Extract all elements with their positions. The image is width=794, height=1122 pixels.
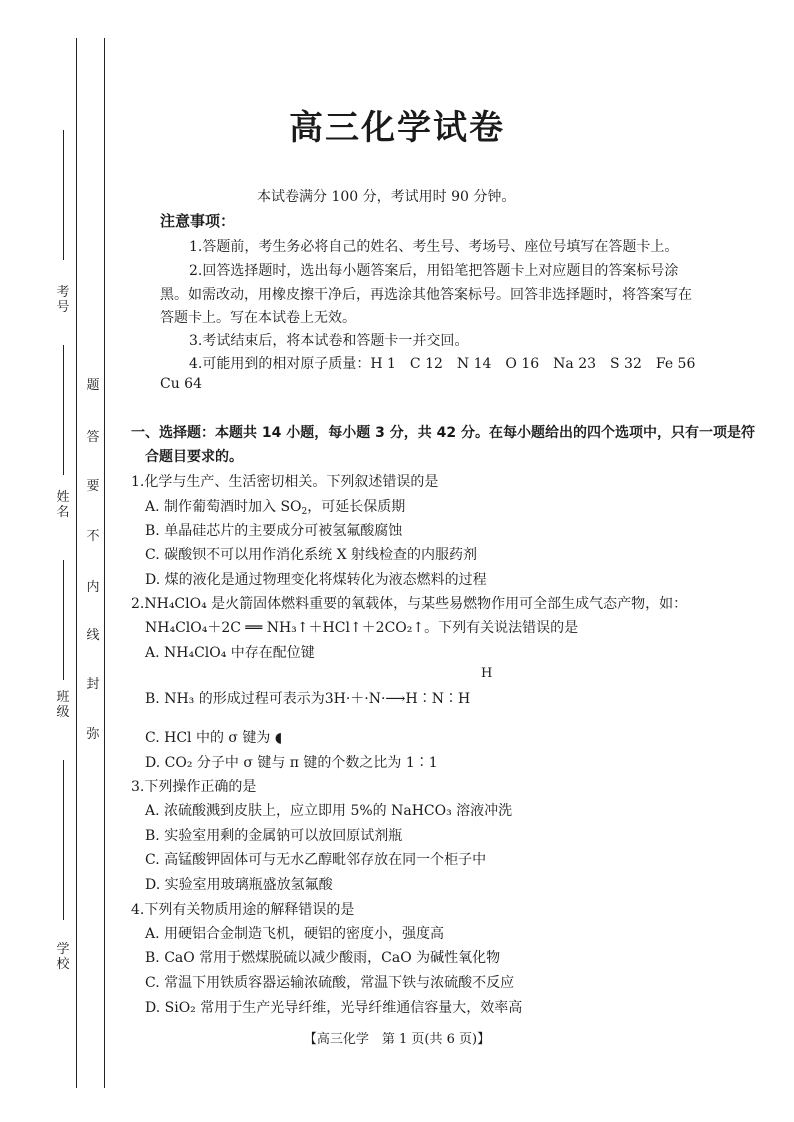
q3-option-c: C. 高锰酸钾固体可与无水乙醇毗邻存放在同一个柜子中	[145, 852, 487, 868]
seal-char: 答	[86, 430, 100, 445]
q1-a-post: ，可延长保质期	[307, 499, 406, 515]
binding-line-outer	[76, 38, 77, 1088]
q2-option-a: A. NH₄ClO₄ 中存在配位键	[145, 645, 315, 661]
exam-info: 本试卷满分 100 分，考试用时 90 分钟。	[257, 189, 516, 205]
q4-option-c: C. 常温下用铁质容器运输浓硫酸，常温下铁与浓硫酸不反应	[145, 975, 515, 991]
section-heading-b: 合题目要求的。	[145, 449, 243, 465]
q4-option-b: B. CaO 常用于燃煤脱硫以减少酸雨，CaO 为碱性氧化物	[145, 950, 501, 966]
q1-option-a	[145, 496, 405, 517]
q1-a-pre: A. 制作葡萄酒时加入 SO	[145, 499, 302, 515]
notice-2b: 黑。如需改动，用橡皮擦干净后，再选涂其他答案标号。回答非选择题时，将答案写在	[160, 287, 692, 303]
notice-2c: 答题卡上。写在本试卷上无效。	[160, 310, 356, 326]
name-blank	[63, 345, 64, 475]
notice-4b: Cu 64	[160, 376, 202, 392]
q4-option-a: A. 用硬铝合金制造飞机，硬铝的密度小，强度高	[145, 926, 445, 942]
seal-char: 题	[86, 378, 100, 393]
seal-char: 封	[86, 677, 100, 692]
q2-option-c: C. HCl 中的 σ 键为 ◖	[145, 730, 283, 746]
school-blank	[63, 760, 64, 920]
q3-option-a: A. 浓硫酸溅到皮肤上，应立即用 5%的 NaHCO₃ 溶液冲洗	[145, 803, 513, 819]
q2-option-b: B. NH₃ 的形成过程可表示为3H·＋·N·⟶H∶N∶H	[145, 691, 471, 707]
q2-stem-a: 2.NH₄ClO₄ 是火箭固体燃料重要的氧载体，与某些易燃物作用可全部生成气态产物，如：	[131, 596, 688, 612]
page-title: 高三化学试卷	[289, 108, 505, 148]
q2-option-d: D. CO₂ 分子中 σ 键与 π 键的个数之比为 1∶1	[145, 755, 438, 771]
notice-heading: 注意事项：	[160, 212, 236, 230]
notice-4a: 4.可能用到的相对原子质量：H 1 C 12 N 14 O 16 Na 23 S 32 Fe 56	[189, 356, 696, 372]
notice-1: 1.答题前，考生务必将自己的姓名、考生号、考场号、座位号填写在答题卡上。	[189, 239, 679, 255]
seal-char: 不	[86, 529, 100, 544]
q2-stem-b: NH₄ClO₄＋2C ══ NH₃↑＋HCl↑＋2CO₂↑。下列有关说法错误的是	[145, 620, 579, 636]
name-label: 姓名	[56, 490, 70, 520]
class-label: 班级	[56, 690, 70, 720]
q1-option-b: B. 单晶硅芯片的主要成分可被氢氟酸腐蚀	[145, 523, 403, 539]
notice-2a: 2.回答选择题时，选出每小题答案后，用铅笔把答题卡上对应题目的答案标号涂	[189, 263, 679, 279]
seal-char: 弥	[86, 727, 100, 742]
binding-line-inner	[104, 38, 105, 1088]
q3-option-d: D. 实验室用玻璃瓶盛放氢氟酸	[145, 877, 333, 893]
seal-char: 要	[86, 479, 100, 494]
exam-no-label: 考号	[56, 285, 70, 315]
q4-option-d: D. SiO₂ 常用于生产光导纤维，光导纤维通信容量大，效率高	[145, 1000, 523, 1016]
exam-no-blank	[63, 130, 64, 260]
q4-stem: 4.下列有关物质用途的解释错误的是	[131, 902, 355, 918]
seal-char: 内	[86, 580, 100, 595]
q3-stem: 3.下列操作正确的是	[131, 779, 257, 795]
q3-option-b: B. 实验室用剩的金属钠可以放回原试剂瓶	[145, 828, 403, 844]
seal-char: 线	[86, 628, 100, 643]
section-heading-a: 一、选择题：本题共 14 小题，每小题 3 分，共 42 分。在每小题给出的四个选项中，只有一项是符	[131, 425, 755, 441]
notice-3: 3.考试结束后，将本试卷和答题卡一并交回。	[189, 333, 469, 349]
q1-option-c: C. 碳酸钡不可以用作消化系统 X 射线检查的内服药剂	[145, 547, 477, 563]
q1-option-d: D. 煤的液化是通过物理变化将煤转化为液态燃料的过程	[145, 572, 487, 588]
lewis-top-h: H	[481, 666, 493, 681]
page-footer: 【高三化学 第 1 页(共 6 页)】	[303, 1032, 491, 1047]
school-label: 学校	[56, 942, 70, 972]
q1-stem: 1.化学与生产、生活密切相关。下列叙述错误的是	[131, 474, 439, 490]
q1-a-sub: 2	[301, 507, 308, 517]
class-blank	[63, 560, 64, 680]
